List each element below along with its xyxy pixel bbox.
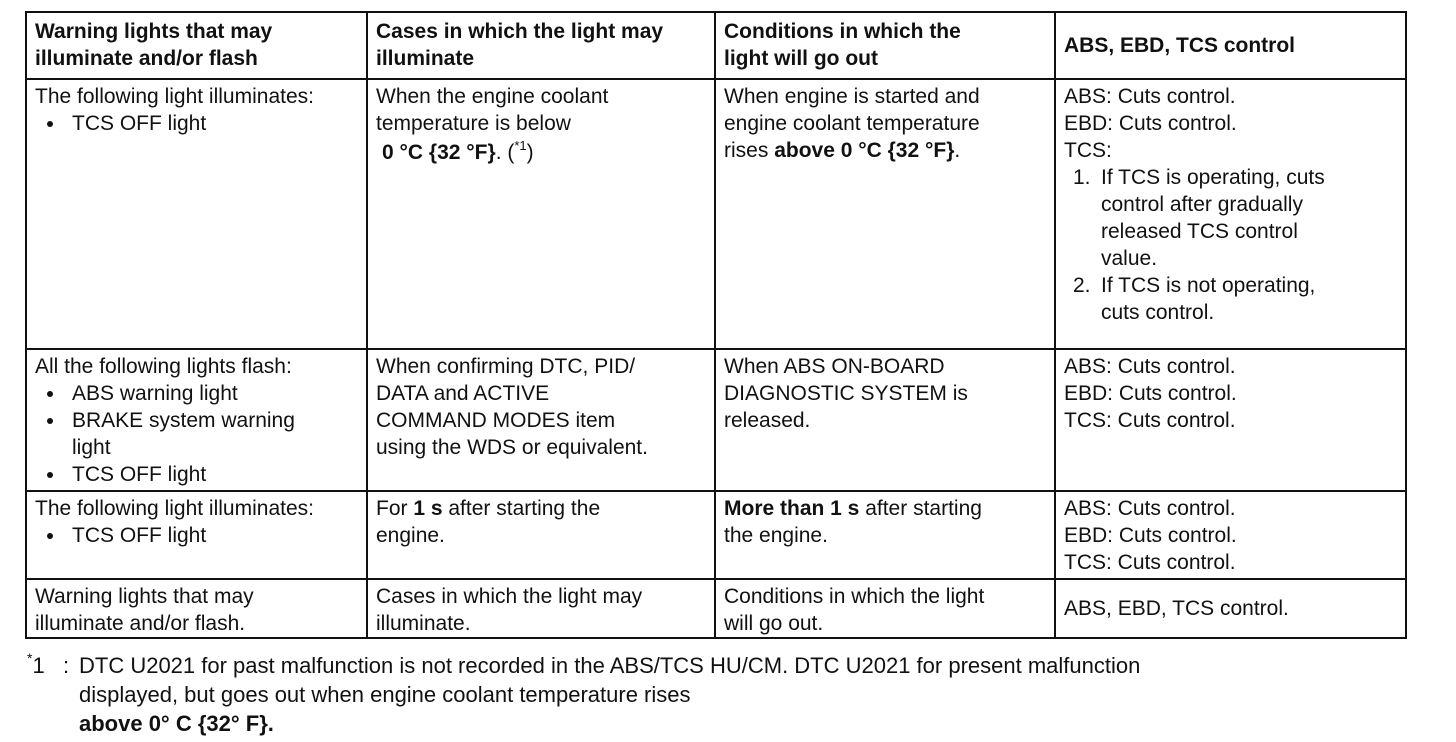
table-row: [26, 579, 1406, 638]
footnote-asterisk: *: [27, 650, 33, 666]
footnote-ref: *1: [514, 138, 527, 153]
header-conditions: Conditions in which the light will go out: [715, 12, 1055, 79]
control-cell: ABS: Cuts control. EBD: Cuts control. TCS: 1. If TCS is operating, cuts control after gradually released TCS control value. 2. If TCS is not operating, cuts control.: [1055, 79, 1406, 349]
control-cell: ABS: Cuts control. EBD: Cuts control. TCS: Cuts control.: [1055, 491, 1406, 579]
conditions-cell: Conditions in which the light will go out.: [715, 579, 1055, 638]
cases-cell: For 1 s after starting the engine.: [367, 491, 715, 579]
control-cell: ABS: Cuts control. EBD: Cuts control. TCS: Cuts control.: [1055, 349, 1406, 491]
control-cell: ABS, EBD, TCS control.: [1055, 579, 1406, 638]
table-row: [26, 491, 1406, 579]
list-item: 1. If TCS is operating, cuts control after gradually released TCS control value.: [1073, 166, 1325, 270]
conditions-cell: When engine is started and engine coolant temperature rises above 0 °C {32 °F}.: [715, 79, 1055, 349]
list-item: TCS OFF light: [35, 522, 358, 549]
header-warning-lights: Warning lights that may illuminate and/or flash: [26, 12, 367, 79]
footnote-text: DTC U2021 for past malfunction is not recorded in the ABS/TCS HU/CM. DTC U2021 for present malfunction displayed, but goes out when engine coolant temperature rises above 0° C {32° F}.: [79, 653, 1141, 736]
cases-cell: Cases in which the light may illuminate.: [367, 579, 715, 638]
list-item: ABS warning light: [35, 380, 358, 407]
table-row: [26, 349, 1406, 491]
list-item: BRAKE system warning light: [35, 407, 358, 461]
warning-cell: The following light illuminates: TCS OFF light: [26, 491, 367, 579]
footnote-number: 1: [32, 653, 45, 678]
footnote-separator: :: [63, 653, 70, 678]
temperature-threshold: 0 °C {32 °F}: [382, 141, 496, 164]
table-row: [26, 79, 1406, 349]
list-item: TCS OFF light: [35, 461, 358, 488]
header-control: ABS, EBD, TCS control: [1055, 12, 1406, 79]
list-item: 2. If TCS is not operating, cuts control.: [1073, 274, 1316, 324]
warning-light-table: [25, 11, 1407, 639]
conditions-cell: More than 1 s after starting the engine.: [715, 491, 1055, 579]
cases-cell: When the engine coolant temperature is below 0 °C {32 °F}. ($^{*1}$): [367, 79, 715, 349]
warning-cell: All the following lights flash: ABS warning light BRAKE system warning light TCS OFF light: [26, 349, 367, 491]
warning-cell: Warning lights that may illuminate and/or flash.: [26, 579, 367, 638]
header-row: [26, 12, 1406, 79]
header-cases: Cases in which the light may illuminate: [367, 12, 715, 79]
conditions-cell: When ABS ON-BOARD DIAGNOSTIC SYSTEM is released.: [715, 349, 1055, 491]
footnote: [27, 651, 1427, 738]
list-item: TCS OFF light: [35, 110, 358, 137]
cases-cell: When confirming DTC, PID/ DATA and ACTIVE COMMAND MODES item using the WDS or equivalent.: [367, 349, 715, 491]
warning-cell: The following light illuminates: TCS OFF light: [26, 79, 367, 349]
